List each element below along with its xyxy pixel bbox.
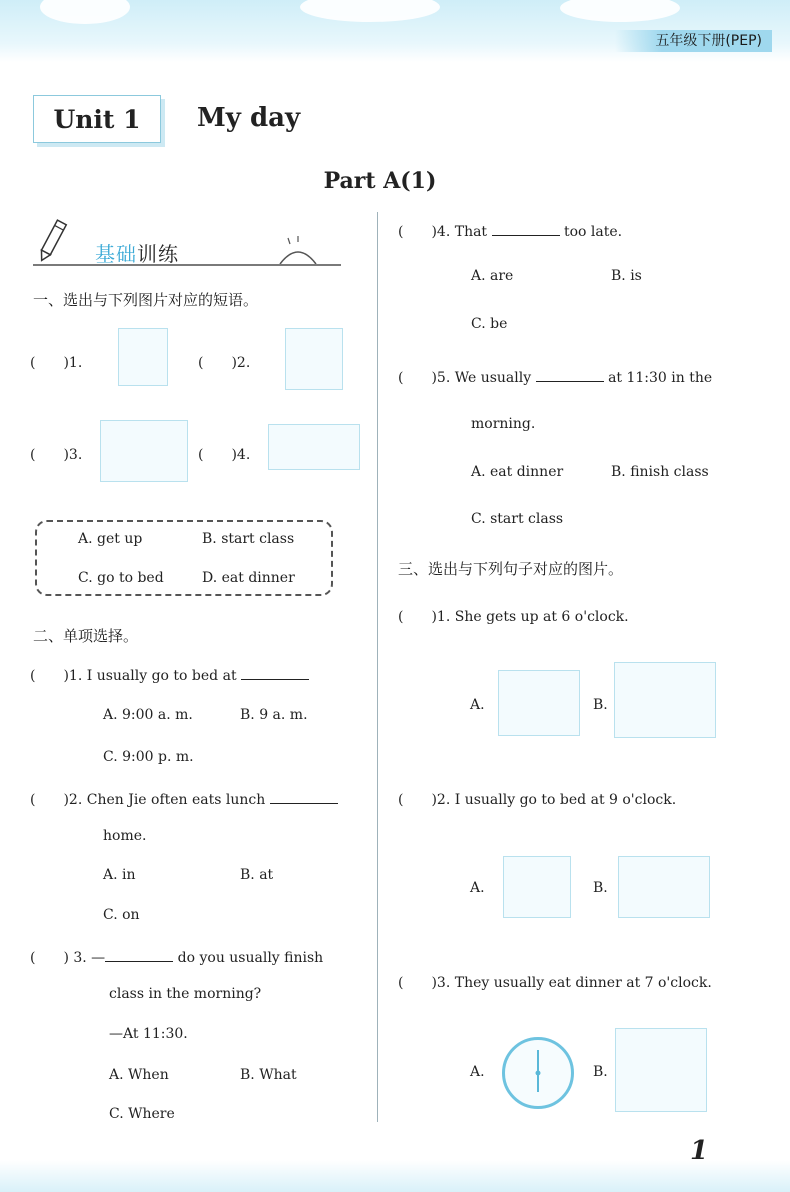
column-divider <box>377 212 378 1122</box>
q5-option-a: A. eat dinner <box>471 464 564 480</box>
q1-blank <box>241 667 309 680</box>
boy-studying-picture <box>503 856 571 918</box>
cloud-decoration <box>300 0 440 22</box>
sun-icon <box>276 236 320 266</box>
grade-label: 五年级下册(PEP) <box>615 30 772 52</box>
q2-option-c: C. on <box>103 907 140 923</box>
q3-answer: —At 11:30. <box>109 1026 188 1042</box>
classroom-picture <box>100 420 188 482</box>
q4-option-c: C. be <box>471 316 508 332</box>
s3-q2-stem: ( )2. I usually go to bed at 9 o'clock. <box>398 792 677 808</box>
q3-option-b: B. What <box>240 1067 297 1083</box>
boy-in-bed-picture <box>618 856 710 918</box>
q4-suffix: too late. <box>563 224 623 240</box>
unit-label: Unit 1 <box>33 95 161 143</box>
s1-option-a: A. get up <box>78 531 143 547</box>
s1-item-4: ( )4. <box>198 447 251 463</box>
s3-q1-b: B. <box>593 697 608 713</box>
q4-option-b: B. is <box>611 268 642 284</box>
section1-title: 一、选出与下列图片对应的短语。 <box>33 291 259 309</box>
q2-option-b: B. at <box>240 867 274 883</box>
q2-option-a: A. in <box>103 867 136 883</box>
q2-blank <box>270 791 338 804</box>
girl-in-bed-picture <box>498 670 580 736</box>
s3-q2-b: B. <box>593 880 608 896</box>
q4-blank <box>492 223 560 236</box>
q3-prefix: ( ) 3. — <box>30 950 106 966</box>
q3-stem-text: do you usually finish <box>177 950 324 966</box>
s3-q3-stem: ( )3. They usually eat dinner at 7 o'clock. <box>398 975 712 991</box>
clock-face-icon <box>505 1040 571 1106</box>
q5-cont: morning. <box>471 416 536 432</box>
banner-rest: 训练 <box>137 242 179 266</box>
q1-stem-text: ( )1. I usually go to bed at <box>30 668 237 684</box>
q4-option-a: A. are <box>471 268 514 284</box>
girl-at-desk-picture <box>118 328 168 386</box>
q3-blank <box>105 949 173 962</box>
school-building-picture <box>614 662 716 738</box>
s3-q3-b: B. <box>593 1064 608 1080</box>
part-title: Part A(1) <box>323 168 437 194</box>
section-banner <box>95 238 179 267</box>
q5-prefix: ( )5. We usually <box>398 370 532 386</box>
q4-prefix: ( )4. That <box>398 224 488 240</box>
q2-stem-text: ( )2. Chen Jie often eats lunch <box>30 792 266 808</box>
banner-underline <box>33 264 341 266</box>
q5-suffix: at 11:30 in the <box>608 370 713 386</box>
q5-stem <box>398 367 712 387</box>
q2-stem <box>30 789 338 809</box>
section3-title: 三、选出与下列句子对应的图片。 <box>398 560 624 578</box>
s1-option-c: C. go to bed <box>78 570 164 586</box>
cloud-decoration <box>40 0 130 24</box>
q5-option-b: B. finish class <box>611 464 709 480</box>
q1-stem <box>30 665 309 685</box>
q3-option-c: C. Where <box>109 1106 175 1122</box>
q1-option-c: C. 9:00 p. m. <box>103 749 194 765</box>
s1-item-3: ( )3. <box>30 447 83 463</box>
q3-option-a: A. When <box>109 1067 169 1083</box>
s3-q3-a: A. <box>470 1064 485 1080</box>
q1-option-a: A. 9:00 a. m. <box>103 707 193 723</box>
person-picture <box>285 328 343 390</box>
q5-blank <box>536 369 604 382</box>
q1-option-b: B. 9 a. m. <box>240 707 308 723</box>
s3-q1-stem: ( )1. She gets up at 6 o'clock. <box>398 609 629 625</box>
q5-option-c: C. start class <box>471 511 564 527</box>
section2-title: 二、单项选择。 <box>33 627 139 645</box>
s1-option-b: B. start class <box>202 531 295 547</box>
q4-stem <box>398 221 622 241</box>
footer-background <box>0 1160 790 1192</box>
s1-item-2: ( )2. <box>198 355 251 371</box>
q3-stem <box>30 947 323 967</box>
family-dinner-picture <box>615 1028 707 1112</box>
pencil-icon <box>34 218 70 264</box>
sleeping-picture <box>268 424 360 470</box>
unit-title: My day <box>197 103 301 133</box>
clock-picture <box>502 1037 574 1109</box>
s3-q2-a: A. <box>470 880 485 896</box>
banner-highlight: 基础 <box>95 242 137 266</box>
cloud-decoration <box>560 0 680 22</box>
q2-cont: home. <box>103 828 147 844</box>
s1-item-1: ( )1. <box>30 355 83 371</box>
q3-cont: class in the morning? <box>109 986 262 1002</box>
s1-option-d: D. eat dinner <box>202 570 295 586</box>
page-number: 1 <box>690 1136 709 1166</box>
s3-q1-a: A. <box>470 697 485 713</box>
